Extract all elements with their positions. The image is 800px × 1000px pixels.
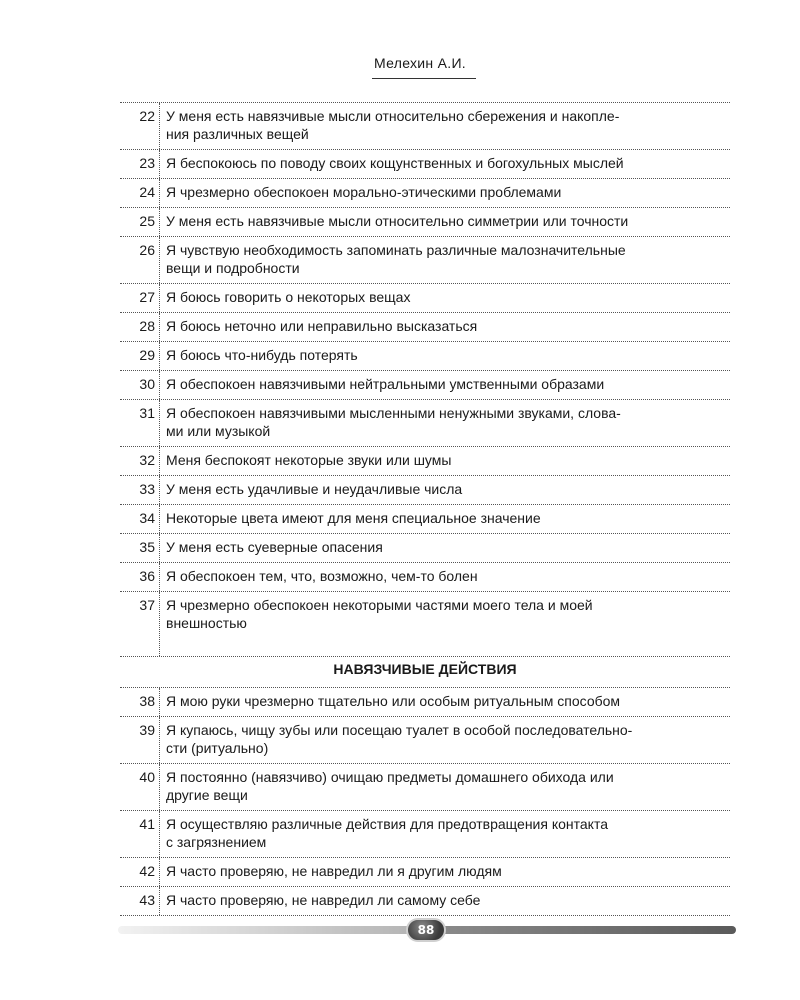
table-row <box>120 764 730 811</box>
item-number: 25 <box>120 208 160 236</box>
item-text: Я обеспокоен тем, что, возможно, чем-то болен <box>166 568 478 584</box>
table-row <box>120 208 730 237</box>
item-text: Я беспокоюсь по поводу своих кощунственных и богохульных мыслей <box>166 155 624 171</box>
item-number: 43 <box>120 887 160 915</box>
item-number: 24 <box>120 179 160 207</box>
item-text: Я купаюсь, чищу зубы или посещаю туалет в особой последовательно- сти (ритуально) <box>166 722 633 756</box>
table-row <box>120 371 730 400</box>
item-text: Я постоянно (навязчиво) очищаю предметы домашнего обихода или другие вещи <box>166 769 614 803</box>
item-text: Я чувствую необходимость запоминать различные малозначительные вещи и подробности <box>166 242 626 276</box>
item-text: Некоторые цвета имеют для меня специальное значение <box>166 510 541 526</box>
item-text: Я чрезмерно обеспокоен морально-этическими проблемами <box>166 184 562 200</box>
item-text: Я чрезмерно обеспокоен некоторыми частями моего тела и моей внешностью <box>166 597 593 631</box>
table-row <box>120 400 730 447</box>
table-row <box>120 811 730 858</box>
item-number: 35 <box>120 534 160 562</box>
item-number: 32 <box>120 447 160 475</box>
item-text: Я часто проверяю, не навредил ли я другим людям <box>166 863 502 879</box>
item-number: 29 <box>120 342 160 370</box>
table-row <box>120 858 730 887</box>
item-number: 30 <box>120 371 160 399</box>
page-number-badge: 88 <box>406 918 446 942</box>
item-text: Я осуществляю различные действия для предотвращения контакта с загрязнением <box>166 816 609 850</box>
item-number: 33 <box>120 476 160 504</box>
item-text: Я часто проверяю, не навредил ли самому себе <box>166 892 481 908</box>
item-text: Я боюсь неточно или неправильно высказаться <box>166 318 478 334</box>
item-number: 39 <box>120 717 160 763</box>
item-text: Меня беспокоят некоторые звуки или шумы <box>166 452 452 468</box>
table-row <box>120 688 730 717</box>
table-row <box>120 717 730 764</box>
item-number: 42 <box>120 858 160 886</box>
obsessions-rows <box>120 103 730 657</box>
item-text: У меня есть суеверные опасения <box>166 539 383 555</box>
table-row <box>120 237 730 284</box>
item-text: Я обеспокоен навязчивыми нейтральными умственными образами <box>166 376 605 392</box>
item-number: 38 <box>120 688 160 716</box>
compulsions-rows <box>120 688 730 916</box>
item-number: 37 <box>120 592 160 656</box>
item-number: 27 <box>120 284 160 312</box>
table-row <box>120 476 730 505</box>
table-row <box>120 103 730 150</box>
item-number: 23 <box>120 150 160 178</box>
item-text: У меня есть навязчивые мысли относительно симметрии или точности <box>166 213 629 229</box>
item-number: 40 <box>120 764 160 810</box>
item-text: Я боюсь говорить о некоторых вещах <box>166 289 411 305</box>
header-underline <box>372 78 476 79</box>
table-row <box>120 284 730 313</box>
item-number: 26 <box>120 237 160 283</box>
item-number: 28 <box>120 313 160 341</box>
section-title-compulsions: НАВЯЗЧИВЫЕ ДЕЙСТВИЯ <box>120 657 730 688</box>
item-number: 22 <box>120 103 160 149</box>
item-text: У меня есть удачливые и неудачливые числа <box>166 481 463 497</box>
item-number: 34 <box>120 505 160 533</box>
item-text: У меня есть навязчивые мысли относительно сбережения и накопле- ния различных вещей <box>166 108 620 142</box>
table-row <box>120 505 730 534</box>
table-row <box>120 313 730 342</box>
table-row <box>120 563 730 592</box>
table-row <box>120 342 730 371</box>
table-row <box>120 592 730 657</box>
item-number: 36 <box>120 563 160 591</box>
table-row <box>120 887 730 916</box>
footer-bar-right <box>440 926 736 934</box>
footer-bar-left <box>118 926 410 934</box>
table-row <box>120 447 730 476</box>
table-row <box>120 179 730 208</box>
item-number: 31 <box>120 400 160 446</box>
item-text: Я мою руки чрезмерно тщательно или особым ритуальным способом <box>166 693 621 709</box>
table-row <box>120 150 730 179</box>
running-header-author: Мелехин А.И. <box>373 55 466 71</box>
item-text: Я обеспокоен навязчивыми мысленными ненужными звуками, слова- ми или музыкой <box>166 405 621 439</box>
item-number: 41 <box>120 811 160 857</box>
item-text: Я боюсь что-нибудь потерять <box>166 347 358 363</box>
questionnaire-table <box>120 102 730 916</box>
table-row <box>120 534 730 563</box>
